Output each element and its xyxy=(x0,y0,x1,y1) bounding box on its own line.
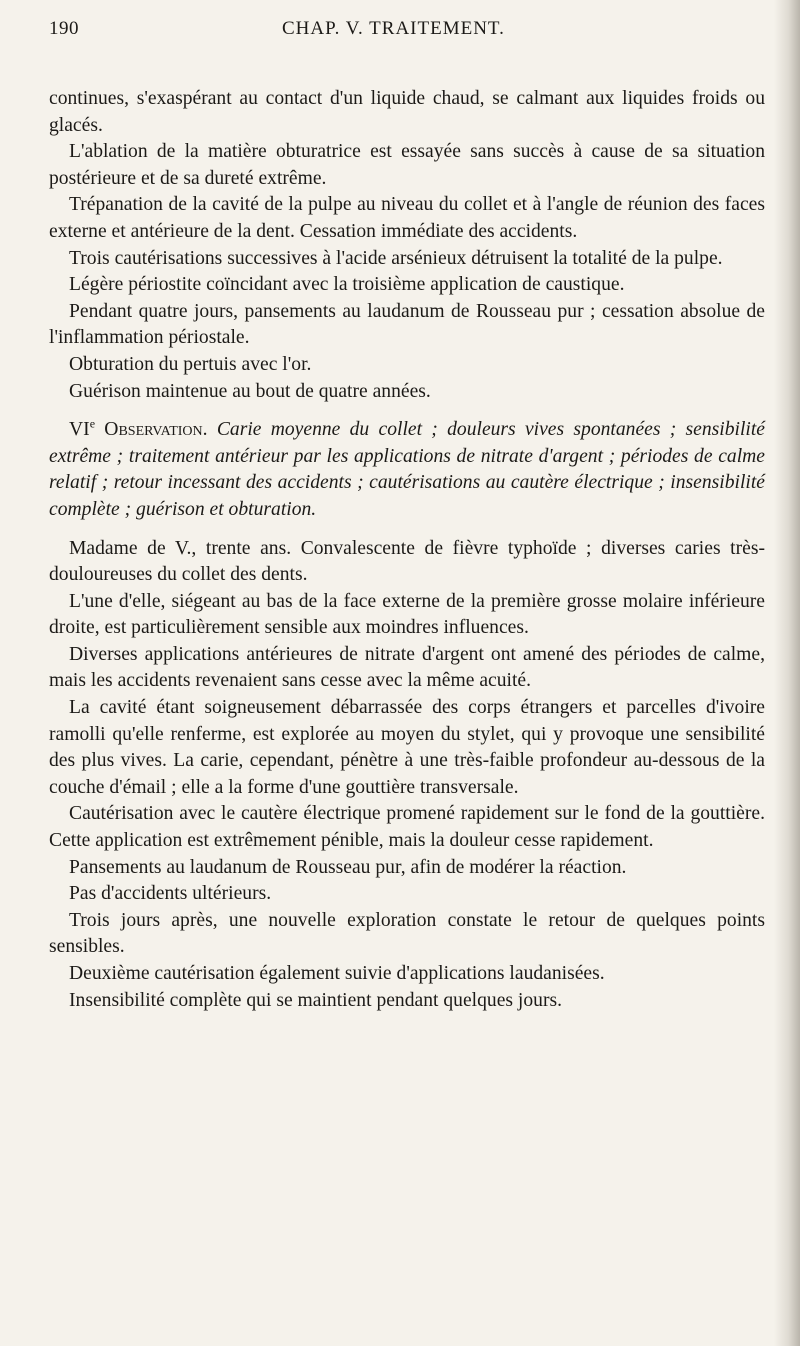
running-head: CHAP. V. TRAITEMENT. xyxy=(282,18,505,39)
observation-title: Carie moyenne du collet ; douleurs vives spontanées ; sensibilité extrême ; traitement antérieur par les applications de nitrate d'argent ; périodes de calme relatif ; retour incessant des accidents ; cautérisations au cautère électrique ; insensibilité complète ; guérison et obturation. xyxy=(49,419,765,520)
paragraph: Obturation du pertuis avec l'or. xyxy=(69,353,312,375)
paragraph: Trois jours après, une nouvelle exploration constate le retour de quelques points sensibles. xyxy=(49,909,765,958)
body-text xyxy=(49,86,765,1014)
paragraph: Pendant quatre jours, pansements au laudanum de Rousseau pur ; cessation absolue de l'inflammation périostale. xyxy=(49,300,765,349)
observation-label: Observation. xyxy=(104,419,208,441)
paragraph: Légère périostite coïncidant avec la troisième application de caustique. xyxy=(69,274,625,296)
paragraph: Pansements au laudanum de Rousseau pur, afin de modérer la réaction. xyxy=(69,856,627,878)
observation-superscript: e xyxy=(89,416,96,431)
paragraph: Guérison maintenue au bout de quatre années. xyxy=(69,380,431,402)
observation-number: VI xyxy=(69,419,90,441)
page-header xyxy=(49,12,769,46)
page-number: 190 xyxy=(49,18,79,39)
binding-shadow xyxy=(774,0,800,1346)
paragraph: Trépanation de la cavité de la pulpe au niveau du collet et à l'angle de réunion des faces externe et antérieure de la dent. Cessation immédiate des accidents. xyxy=(49,194,765,242)
paragraph: L'une d'elle, siégeant au bas de la face externe de la première grosse molaire inférieure droite, est particulièrement sensible aux moindres influences. xyxy=(49,590,765,639)
paragraph: Pas d'accidents ultérieurs. xyxy=(69,883,272,905)
paragraph: Cautérisation avec le cautère électrique promené rapidement sur le fond de la gouttière. Cette application est extrêmement pénible, mais la douleur cesse rapidement. xyxy=(49,803,765,852)
paragraph: continues, s'exaspérant au contact d'un liquide chaud, se calmant aux liquides froids ou glacés. xyxy=(49,88,765,136)
paragraph: Madame de V., trente ans. Convalescente de fièvre typhoïde ; diverses caries très-douloureuses du collet des dents. xyxy=(49,537,765,586)
paragraph: Deuxième cautérisation également suivie d'applications laudanisées. xyxy=(69,963,605,984)
observation-heading xyxy=(49,417,765,523)
paragraph: Insensibilité complète qui se maintient pendant quelques jours. xyxy=(69,989,563,1011)
paragraph: La cavité étant soigneusement débarrassée des corps étrangers et parcelles d'ivoire ramolli qu'elle renferme, est explorée au moyen du stylet, qui y provoque une sensibilité des plus vives. La carie, cependant, pénètre à une très-faible profondeur au-dessous de la couche d'émail ; elle a la forme d'une gouttière transversale. xyxy=(49,697,765,798)
paragraph: Diverses applications antérieures de nitrate d'argent ont amené des périodes de calme, mais les accidents revenaient sans cesse avec la même acuité. xyxy=(49,643,765,692)
paragraph: L'ablation de la matière obturatrice est essayée sans succès à cause de sa situation postérieure et de sa dureté extrême. xyxy=(49,141,765,189)
paragraph: Trois cautérisations successives à l'acide arsénieux détruisent la totalité de la pulpe. xyxy=(69,247,723,269)
